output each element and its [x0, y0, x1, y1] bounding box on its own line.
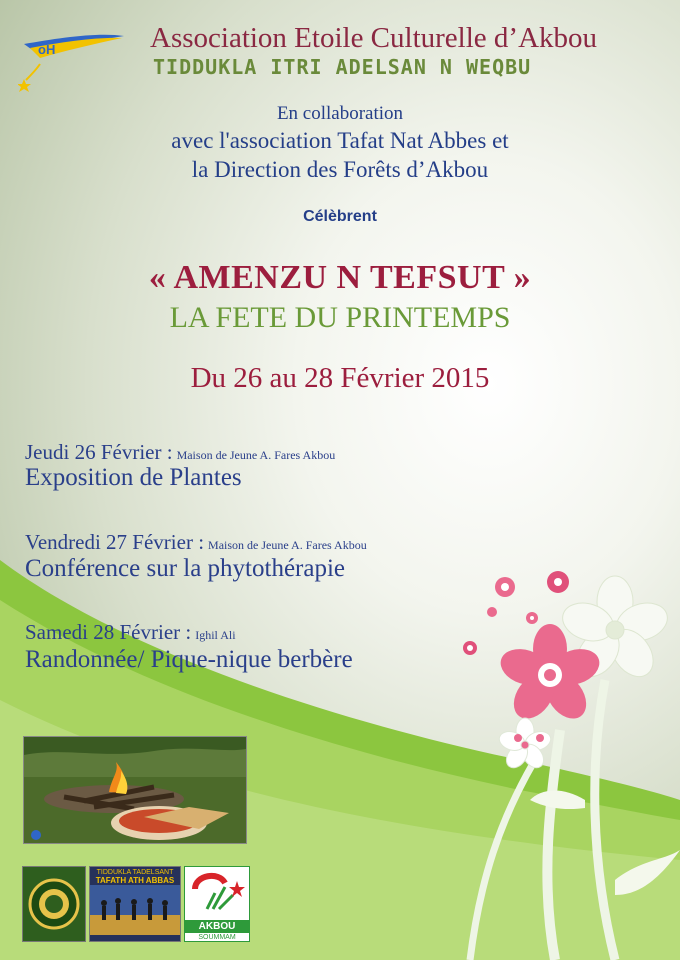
program-day-label: Samedi 28 Février :: [25, 620, 192, 644]
program-day-2: [25, 530, 367, 555]
program-day-label: Vendredi 27 Février :: [25, 530, 205, 554]
program-activity-2: Conférence sur la phytothérapie: [25, 555, 346, 582]
program-place: Maison de Jeune A. Fares Akbou: [176, 448, 336, 462]
program-day-label: Jeudi 26 Février :: [25, 440, 173, 464]
svg-text:oH: oH: [38, 42, 56, 57]
program-day-3: [25, 620, 236, 645]
badge2-name-text: TAFATH ATH ABBAS: [95, 876, 175, 885]
logo-badge-1: [22, 866, 86, 942]
badge3-name-text: AKBOU: [185, 920, 249, 933]
program-place: Ighil Ali: [195, 628, 236, 642]
logo-badge-2: [89, 866, 181, 942]
association-star-logo: [18, 24, 138, 94]
program-day-1: [25, 440, 335, 465]
organization-name: Association Etoile Culturelle d’Akbou: [150, 22, 598, 54]
badge2-top-text: TIDDUKLA TADELSANT: [96, 869, 174, 876]
program-activity-1: Exposition de Plantes: [25, 464, 242, 491]
flowers-illustration: [440, 560, 680, 960]
event-dates: Du 26 au 28 Février 2015: [190, 362, 490, 394]
campfire-photo: [23, 736, 247, 844]
collab-line-2: avec l'association Tafat Nat Abbes et: [171, 128, 509, 153]
badge3-sub-text: SOUMMAM: [198, 934, 236, 941]
event-subtitle: LA FETE DU PRINTEMPS: [169, 301, 511, 334]
program-activity-3: Randonnée/ Pique-nique berbère: [25, 646, 353, 673]
collab-line-3: la Direction des Forêts d’Akbou: [191, 157, 489, 182]
organization-name-tamazight: TIDDUKLA ITRI ADELSAN N WEQBU: [153, 55, 532, 79]
event-title: « AMENZU N TEFSUT »: [148, 259, 532, 296]
collab-line-1: En collaboration: [276, 103, 404, 124]
program-place: Maison de Jeune A. Fares Akbou: [208, 538, 367, 552]
logo-badge-3: [184, 866, 250, 942]
celebrate-label: Célèbrent: [303, 208, 377, 225]
